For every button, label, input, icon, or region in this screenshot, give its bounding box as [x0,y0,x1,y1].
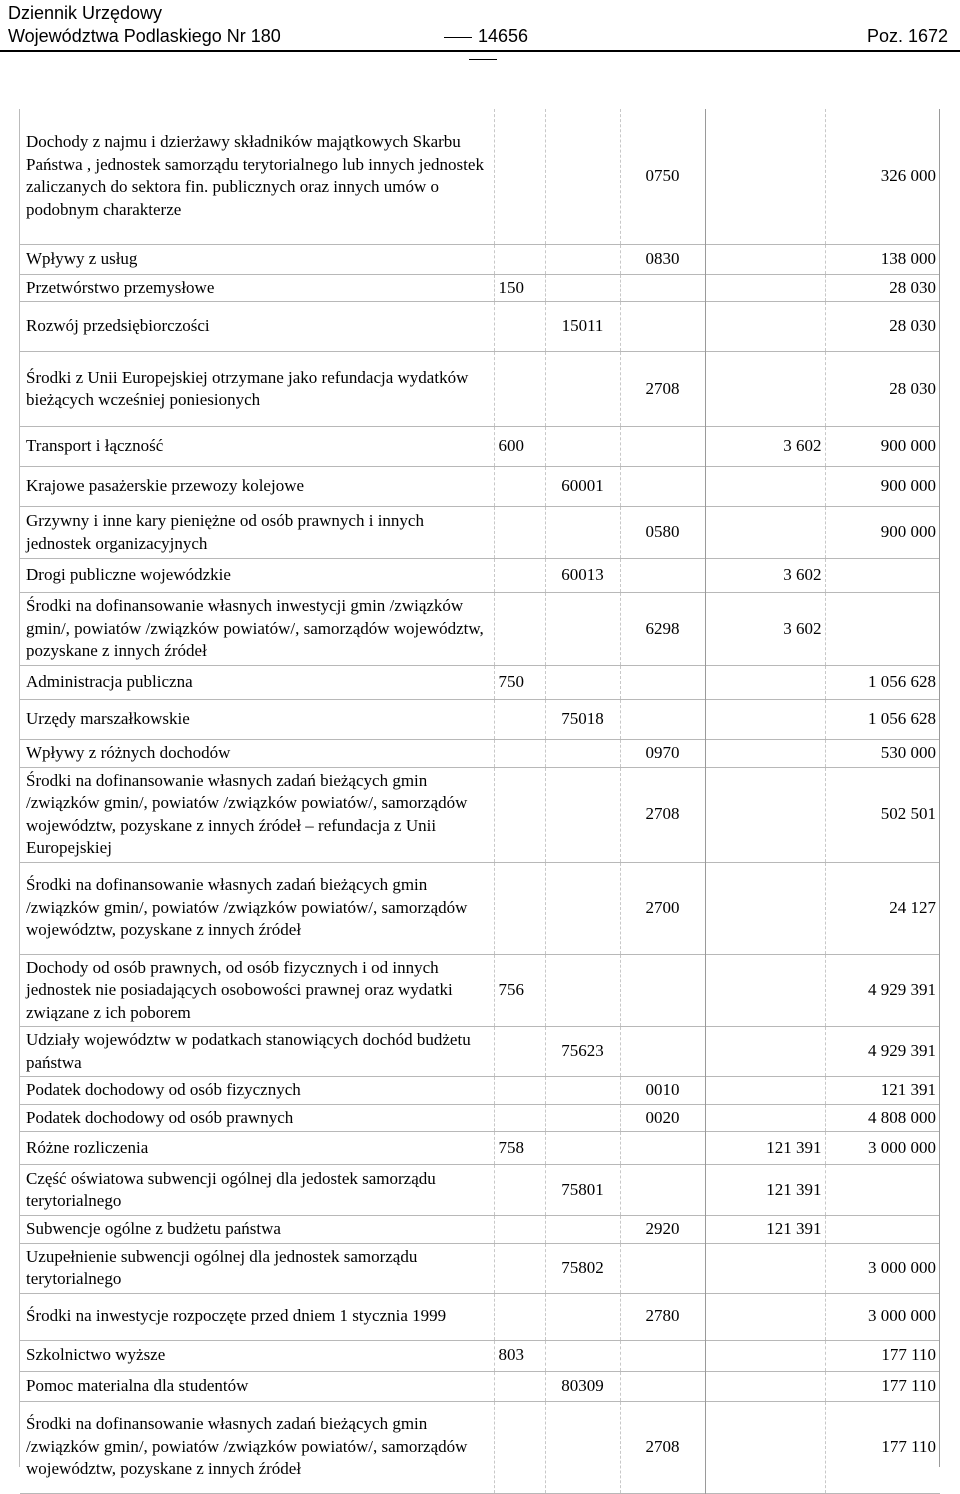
rozdzial-cell [545,1077,620,1105]
header-rule [0,50,960,52]
table-row [20,1243,940,1293]
increase-cell: 177 110 [825,1340,940,1371]
table-row [20,1371,940,1401]
row-name: Udziały województw w podatkach stanowiących dochód budżetu państwa [26,1030,471,1072]
decrease-cell [705,1371,825,1401]
row-name: Środki na dofinansowanie własnych zadań bieżących gmin /związków gmin/, powiatów /związków powiatów/, samorządów województw, pozyskane z innych źródeł [26,875,468,940]
rozdzial-cell [545,1104,620,1132]
table-row [20,862,940,954]
decrease-cell [705,352,825,427]
decrease-cell [705,244,825,274]
dzial-cell: 600 [494,427,545,467]
table-row [20,427,940,467]
increase-cell: 3 000 000 [825,1132,940,1165]
table-row [20,1293,940,1340]
rozdzial-cell [545,1132,620,1165]
paragraf-cell [620,559,705,593]
row-name: Środki na dofinansowanie własnych zadań bieżących gmin /związków gmin/, powiatów /związków powiatów/, samorządów województw, pozyskane z innych źródeł [26,1414,468,1479]
dzial-cell [494,507,545,559]
journal-title-line1: Dziennik Urzędowy [8,3,163,23]
row-name: Wpływy z różnych dochodów [26,742,231,762]
dzial-cell [494,699,545,739]
row-name: Dochody z najmu i dzierżawy składników majątkowych Skarbu Państwa , jednostek samorządu terytorialnego lub innych jednostek zaliczanych do sektora fin. publicznych oraz innych umów o podobnym charakterze [26,132,484,219]
decrease-cell [705,1104,825,1132]
row-name: Drogi publiczne wojewódzkie [26,565,231,585]
decrease-cell [705,699,825,739]
budget-table-body [20,109,940,1493]
row-name: Pomoc materialna dla studentów [26,1375,249,1395]
increase-cell: 3 000 000 [825,1243,940,1293]
table-row [20,1027,940,1077]
dzial-cell [494,1104,545,1132]
rozdzial-cell: 15011 [545,302,620,352]
dzial-cell: 756 [494,954,545,1027]
rozdzial-cell [545,862,620,954]
rozdzial-cell [545,1340,620,1371]
decrease-cell: 121 391 [705,1216,825,1244]
table-row [20,352,940,427]
row-name: Urzędy marszałkowskie [26,708,190,728]
increase-cell: 3 000 000 [825,1293,940,1340]
table-row [20,467,940,507]
table-row [20,954,940,1027]
decrease-cell [705,1077,825,1105]
paragraf-cell [620,1165,705,1216]
rozdzial-cell: 75623 [545,1027,620,1077]
position-number: Poz. 1672 [866,26,948,46]
table-row [20,1104,940,1132]
increase-cell: 4 929 391 [825,954,940,1027]
paragraf-cell [620,1132,705,1165]
dzial-cell [494,1216,545,1244]
increase-cell: 138 000 [825,244,940,274]
table-row [20,109,940,244]
dzial-cell: 758 [494,1132,545,1165]
row-name: Grzywny i inne kary pieniężne od osób prawnych i innych jednostek organizacyjnych [26,511,424,553]
paragraf-cell: 2780 [620,1293,705,1340]
paragraf-cell [620,954,705,1027]
paragraf-cell: 0010 [620,1077,705,1105]
rozdzial-cell [545,593,620,666]
table-row [20,739,940,767]
dzial-cell [494,739,545,767]
row-name: Administracja publiczna [26,671,193,691]
decrease-cell [705,1401,825,1493]
table-right-edge [939,109,940,1467]
row-name: Część oświatowa subwencji ogólnej dla jedostek samorządu terytorialnego [26,1168,436,1210]
paragraf-cell [620,1027,705,1077]
row-name: Szkolnictwo wyższe [26,1345,166,1365]
paragraf-cell: 2708 [620,767,705,862]
row-name: Podatek dochodowy od osób fizycznych [26,1080,301,1099]
rozdzial-cell [545,244,620,274]
decrease-cell [705,274,825,302]
decrease-cell [705,862,825,954]
paragraf-cell: 6298 [620,593,705,666]
increase-cell: 177 110 [825,1371,940,1401]
table-row [20,1216,940,1244]
increase-cell: 1 056 628 [825,699,940,739]
increase-cell [825,1216,940,1244]
table-row [20,1165,940,1216]
row-name: Środki na dofinansowanie własnych inwestycji gmin /związków gmin/, powiatów /związków powiatów/, samorządów województw, pozyskane z innych źródeł [26,596,484,660]
decrease-cell: 3 602 [705,593,825,666]
table-row [20,699,940,739]
decrease-cell [705,739,825,767]
table-row [20,1340,940,1371]
increase-cell: 900 000 [825,507,940,559]
increase-cell: 1 056 628 [825,665,940,699]
paragraf-cell [620,427,705,467]
dash-right [469,59,497,60]
decrease-cell [705,1243,825,1293]
decrease-cell [705,767,825,862]
paragraf-cell: 2700 [620,862,705,954]
row-name: Krajowe pasażerskie przewozy kolejowe [26,476,305,496]
row-name: Środki na inwestycje rozpoczęte przed dniem 1 stycznia 1999 [26,1306,447,1326]
dzial-cell [494,109,545,244]
rozdzial-cell: 75018 [545,699,620,739]
table-row [20,1132,940,1165]
increase-cell [825,1165,940,1216]
row-name: Przetwórstwo przemysłowe [26,277,215,297]
dzial-cell [494,1371,545,1401]
decrease-cell [705,109,825,244]
budget-table [20,109,940,1494]
row-name: Środki z Unii Europejskiej otrzymane jako refundacja wydatków bieżących wcześniej poniesionych [26,367,469,409]
paragraf-cell: 0750 [620,109,705,244]
table-row [20,274,940,302]
increase-cell: 900 000 [825,427,940,467]
paragraf-cell [620,1340,705,1371]
dzial-cell [494,1027,545,1077]
increase-cell: 28 030 [825,274,940,302]
dzial-cell [494,1077,545,1105]
decrease-cell: 3 602 [705,427,825,467]
rozdzial-cell: 60013 [545,559,620,593]
table-row [20,559,940,593]
dzial-cell [494,302,545,352]
rozdzial-cell [545,767,620,862]
paragraf-cell [620,274,705,302]
table-row [20,302,940,352]
decrease-cell [705,954,825,1027]
rozdzial-cell [545,507,620,559]
row-name: Wpływy z usług [26,248,138,268]
decrease-cell [705,665,825,699]
paragraf-cell [620,665,705,699]
dzial-cell: 150 [494,274,545,302]
increase-cell: 502 501 [825,767,940,862]
dzial-cell [494,244,545,274]
increase-cell [825,559,940,593]
table-row [20,767,940,862]
increase-cell: 28 030 [825,352,940,427]
decrease-cell [705,467,825,507]
rozdzial-cell [545,1401,620,1493]
row-name: Transport i łączność [26,436,164,456]
rozdzial-cell [545,352,620,427]
rozdzial-cell: 75802 [545,1243,620,1293]
page-number [428,25,538,69]
rozdzial-cell [545,1293,620,1340]
dzial-cell [494,1401,545,1493]
paragraf-cell: 2920 [620,1216,705,1244]
paragraf-cell [620,467,705,507]
decrease-cell [705,1027,825,1077]
decrease-cell: 121 391 [705,1132,825,1165]
dzial-cell [494,767,545,862]
dzial-cell [494,1293,545,1340]
increase-cell: 900 000 [825,467,940,507]
rozdzial-cell: 75801 [545,1165,620,1216]
rozdzial-cell [545,274,620,302]
decrease-cell [705,1340,825,1371]
dzial-cell [494,467,545,507]
paragraf-cell: 0580 [620,507,705,559]
rozdzial-cell [545,109,620,244]
row-name: Subwencje ogólne z budżetu państwa [26,1219,281,1238]
table-row [20,1077,940,1105]
row-name: Różne rozliczenia [26,1137,149,1157]
increase-cell: 4 929 391 [825,1027,940,1077]
dzial-cell [494,862,545,954]
paragraf-cell: 0020 [620,1104,705,1132]
increase-cell: 326 000 [825,109,940,244]
increase-cell [825,593,940,666]
dzial-cell [494,593,545,666]
decrease-cell [705,302,825,352]
dzial-cell [494,352,545,427]
rozdzial-cell [545,954,620,1027]
dzial-cell [494,1165,545,1216]
decrease-cell [705,1293,825,1340]
paragraf-cell [620,1371,705,1401]
paragraf-cell: 2708 [620,1401,705,1493]
row-name: Uzupełnienie subwencji ogólnej dla jednostek samorządu terytorialnego [26,1246,418,1288]
row-name: Środki na dofinansowanie własnych zadań bieżących gmin /związków gmin/, powiatów /związków powiatów/, samorządów województw, pozyskane z innych źródeł – refundacja z Unii Europejskiej [26,770,468,857]
rozdzial-cell [545,1216,620,1244]
row-name: Rozwój przedsiębiorczości [26,316,210,336]
paragraf-cell [620,699,705,739]
table-row [20,1401,940,1493]
rozdzial-cell [545,665,620,699]
decrease-cell: 3 602 [705,559,825,593]
rozdzial-cell: 80309 [545,1371,620,1401]
dash-left [444,37,472,38]
rozdzial-cell [545,427,620,467]
rozdzial-cell [545,739,620,767]
paragraf-cell: 0830 [620,244,705,274]
table-row [20,244,940,274]
journal-title-line2: Województwa Podlaskiego Nr 180 [8,26,281,46]
paragraf-cell: 0970 [620,739,705,767]
increase-cell: 530 000 [825,739,940,767]
row-name: Dochody od osób prawnych, od osób fizycznych i od innych jednostek nie posiadających osobowości prawnej oraz wydatki związane z ich poborem [26,957,453,1022]
paragraf-cell [620,1243,705,1293]
paragraf-cell [620,302,705,352]
increase-cell: 177 110 [825,1401,940,1493]
decrease-cell: 121 391 [705,1165,825,1216]
table-row [20,593,940,666]
table-row [20,507,940,559]
dzial-cell [494,559,545,593]
dzial-cell: 750 [494,665,545,699]
dzial-cell [494,1243,545,1293]
increase-cell: 24 127 [825,862,940,954]
decrease-cell [705,507,825,559]
row-name: Podatek dochodowy od osób prawnych [26,1107,294,1127]
table-row [20,665,940,699]
rozdzial-cell: 60001 [545,467,620,507]
page-number-text: 14656 [477,26,529,46]
increase-cell: 4 808 000 [825,1104,940,1132]
increase-cell: 28 030 [825,302,940,352]
paragraf-cell: 2708 [620,352,705,427]
dzial-cell: 803 [494,1340,545,1371]
increase-cell: 121 391 [825,1077,940,1105]
